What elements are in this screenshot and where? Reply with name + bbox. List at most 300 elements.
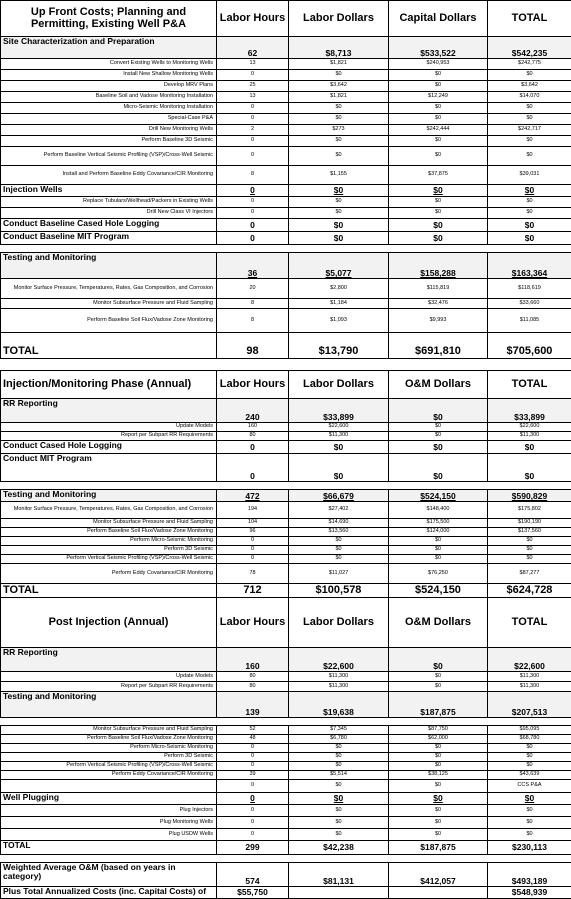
sub-item-row-value: $1,184 <box>289 299 389 309</box>
sub-item-row-value: $0 <box>289 546 389 555</box>
sub-item-row-value: $0 <box>289 103 389 114</box>
column-header: Labor Dollars <box>289 598 389 648</box>
sub-item-row-value: $87,277 <box>488 564 571 584</box>
sub-item-row-label: Update Models <box>1 672 217 682</box>
gap-cell <box>389 359 488 371</box>
sub-item-row-value: 194 <box>217 502 289 519</box>
sub-item-row-value: $115,819 <box>389 279 488 299</box>
gap-cell <box>217 359 289 371</box>
sub-item-row-value: $0 <box>289 197 389 208</box>
sub-item-row-value: 2 <box>217 125 289 136</box>
sub-item-row <box>1 762 571 771</box>
sub-item-row-value: $3,642 <box>488 81 571 92</box>
sub-item-row-value: $27,402 <box>289 502 389 519</box>
sub-item-row-label: Replace Tubulars/Wellhead/Packers in Existing Wells <box>1 197 217 208</box>
mit-program-row-value: $0 <box>488 454 571 482</box>
plus-total-row-value: $548,939 <box>488 887 571 899</box>
rr-reporting-row-value: $33,899 <box>289 399 389 423</box>
sub-item-row-value: $0 <box>488 805 571 817</box>
sub-item-row-value: $0 <box>289 147 389 166</box>
post-total-row-value: $42,238 <box>289 841 389 855</box>
sub-item-row-label: Monitor Subsurface Pressure and Fluid Sampling <box>1 299 217 309</box>
sub-item-row-label: Install New Shallow Monitoring Wells <box>1 70 217 81</box>
injection-total-row <box>1 584 571 598</box>
ccs-pa-row <box>1 780 571 793</box>
sub-item-row <box>1 528 571 537</box>
upfront-header <box>1 1 571 37</box>
sub-item-row <box>1 114 571 125</box>
sub-item-row-value: 52 <box>217 726 289 735</box>
gap-cell <box>217 245 289 253</box>
sub-item-row-value: $68,780 <box>488 735 571 744</box>
injection-total-row-value: $100,578 <box>289 584 389 598</box>
sub-item-row-value: 0 <box>217 546 289 555</box>
column-header: Labor Hours <box>217 1 289 37</box>
post-rr-row-value: 160 <box>217 648 289 672</box>
sub-item-row-value: 80 <box>217 672 289 682</box>
sub-item-row-value: $14,070 <box>488 92 571 103</box>
site-prep-row-value: 62 <box>217 37 289 59</box>
sub-item-row-value: $37,875 <box>389 166 488 185</box>
sub-item-row-value: 0 <box>217 753 289 762</box>
rr-reporting-row-value: $33,899 <box>488 399 571 423</box>
sub-item-row <box>1 279 571 299</box>
sub-item-row-label: Perform Vertical Seismic Profiling (VSP)/Cross-Well Seismic <box>1 762 217 771</box>
sub-item-row <box>1 59 571 70</box>
sub-item-row <box>1 744 571 753</box>
upfront-total-row-value: $13,790 <box>289 333 389 359</box>
sub-item-row-value: $62,000 <box>389 735 488 744</box>
sub-item-row-value: 48 <box>217 735 289 744</box>
rr-reporting-row <box>1 399 571 423</box>
section-gap <box>1 359 571 371</box>
post-rr-row-value: $0 <box>389 648 488 672</box>
sub-item-row-value: $1,155 <box>289 166 389 185</box>
sub-item-row-value: $0 <box>389 753 488 762</box>
injection-total-row-value: $524,150 <box>389 584 488 598</box>
sub-item-row <box>1 136 571 147</box>
sub-item-row-value: $0 <box>488 70 571 81</box>
sub-item-row-value: $0 <box>289 70 389 81</box>
gap-cell <box>488 359 571 371</box>
sub-item-row-value: $0 <box>289 805 389 817</box>
sub-item-row-value: $0 <box>389 81 488 92</box>
sub-item-row-value: $22,600 <box>488 423 571 432</box>
sub-item-row-label: Convert Existing Wells to Monitoring Wells <box>1 59 217 70</box>
sub-item-row-value: $95,095 <box>488 726 571 735</box>
sub-item-row-value: $6,780 <box>289 735 389 744</box>
post-testing-row <box>1 692 571 718</box>
sub-item-row-value: $0 <box>389 817 488 829</box>
sub-item-row-value: $0 <box>488 753 571 762</box>
testing-monitoring-row-value: 36 <box>217 253 289 279</box>
sub-item-row <box>1 555 571 564</box>
testing-monitoring-row-value: $158,288 <box>389 253 488 279</box>
sub-item-row <box>1 805 571 817</box>
baseline-cased-row-value: $0 <box>488 219 571 232</box>
post-injection-header <box>1 598 571 648</box>
ccs-pa-row-value: 0 <box>217 780 289 793</box>
cased-hole-row-label: Conduct Cased Hole Logging <box>1 441 217 454</box>
ccs-pa-row-value: $0 <box>289 780 389 793</box>
sub-item-row-value: 25 <box>217 81 289 92</box>
sub-item-row-value: $0 <box>488 136 571 147</box>
sub-item-row-value: $0 <box>289 555 389 564</box>
plus-total-row-value: $55,750 <box>217 887 289 899</box>
cased-hole-row <box>1 441 571 454</box>
sub-item-row-value: $0 <box>488 147 571 166</box>
sub-item-row <box>1 502 571 519</box>
gap-cell <box>217 855 289 863</box>
sub-item-row-value: $0 <box>389 103 488 114</box>
sub-item-row-value: $0 <box>389 762 488 771</box>
sub-item-row-value: $11,027 <box>289 564 389 584</box>
sub-item-row-value: $0 <box>289 762 389 771</box>
sub-item-row-value: $0 <box>488 208 571 219</box>
sub-item-row-label: Monitor Surface Pressure, Temperatures, Rates, Gas Composition, and Corrosion <box>1 279 217 299</box>
site-prep-row-value: $542,235 <box>488 37 571 59</box>
sub-item-row-value: 20 <box>217 279 289 299</box>
sub-item-row-value: $0 <box>389 423 488 432</box>
well-plugging-row-value: $0 <box>289 793 389 805</box>
sub-item-row-value: $0 <box>488 744 571 753</box>
sub-item-row-label: Monitor Subsurface Pressure and Fluid Sampling <box>1 519 217 528</box>
sub-item-row-value: 80 <box>217 432 289 441</box>
baseline-cased-row-value: $0 <box>389 219 488 232</box>
sub-item-row-value: $148,400 <box>389 502 488 519</box>
injection-phase-header <box>1 371 571 399</box>
injection-wells-row-label: Injection Wells <box>1 185 217 197</box>
sub-item-row <box>1 197 571 208</box>
gap-cell <box>389 245 488 253</box>
sub-item-row-value: $0 <box>389 197 488 208</box>
sub-item-row-value: $242,775 <box>488 59 571 70</box>
column-header: O&M Dollars <box>389 371 488 399</box>
sub-item-row-value: 8 <box>217 309 289 333</box>
gap-cell <box>289 245 389 253</box>
sub-item-row-value: $14,690 <box>289 519 389 528</box>
sub-item-row-label: Plug Monitoring Wells <box>1 817 217 829</box>
column-header: TOTAL <box>488 371 571 399</box>
sub-item-row-label: Plug USDW Wells <box>1 829 217 841</box>
sub-item-row-value: 0 <box>217 805 289 817</box>
site-prep-row-label: Site Characterization and Preparation <box>1 37 217 59</box>
sub-item-row <box>1 564 571 584</box>
sub-item-row <box>1 519 571 528</box>
sub-item-row-value: $0 <box>488 197 571 208</box>
sub-item-row-value: 0 <box>217 829 289 841</box>
weighted-average-row-value: 574 <box>217 863 289 887</box>
sub-item-row-label: Perform 3D Seismic <box>1 753 217 762</box>
inj-testing-row-value: 472 <box>217 490 289 502</box>
sub-item-row-value: $32,476 <box>389 299 488 309</box>
mit-program-row-value: $0 <box>389 454 488 482</box>
gap-cell <box>1 718 217 726</box>
sub-item-row-label: Perform Vertical Seismic Profiling (VSP)/Cross-Well Seismic <box>1 555 217 564</box>
well-plugging-row-label: Well Plugging <box>1 793 217 805</box>
sub-item-row-value: $5,514 <box>289 771 389 780</box>
baseline-mit-row-value: $0 <box>488 232 571 245</box>
testing-monitoring-row <box>1 253 571 279</box>
sub-item-row-value: $11,300 <box>488 432 571 441</box>
sub-item-row <box>1 771 571 780</box>
cased-hole-row-value: $0 <box>389 441 488 454</box>
sub-item-row-value: $118,619 <box>488 279 571 299</box>
sub-item-row-value: $0 <box>289 744 389 753</box>
sub-item-row <box>1 753 571 762</box>
sub-item-row-value: $11,300 <box>289 672 389 682</box>
post-total-row <box>1 841 571 855</box>
sub-item-row-value: $175,500 <box>389 519 488 528</box>
sub-item-row <box>1 125 571 136</box>
baseline-cased-row-label: Conduct Baseline Cased Hole Logging <box>1 219 217 232</box>
sub-item-row-value: $0 <box>389 537 488 546</box>
sub-item-row-value: 0 <box>217 136 289 147</box>
column-header: O&M Dollars <box>389 598 488 648</box>
mit-program-row-label: Conduct MIT Program <box>1 454 217 482</box>
column-header: Capital Dollars <box>389 1 488 37</box>
baseline-cased-row-value: $0 <box>289 219 389 232</box>
injection-wells-row-value: $0 <box>389 185 488 197</box>
sub-item-row-value: $7,345 <box>289 726 389 735</box>
sub-item-row-value: $0 <box>488 817 571 829</box>
cased-hole-row-value: $0 <box>488 441 571 454</box>
plus-total-row-value <box>389 887 488 899</box>
sub-item-row-value: $0 <box>289 136 389 147</box>
sub-item-row <box>1 829 571 841</box>
sub-item-row-value: $0 <box>289 829 389 841</box>
sub-item-row-value: $39,031 <box>488 166 571 185</box>
baseline-cased-row-value: 0 <box>217 219 289 232</box>
sub-item-row-value: 0 <box>217 114 289 125</box>
inj-testing-row-label: Testing and Monitoring <box>1 490 217 502</box>
weighted-average-row <box>1 863 571 887</box>
gap-cell <box>488 718 571 726</box>
baseline-mit-row-label: Conduct Baseline MIT Program <box>1 232 217 245</box>
post-testing-row-value: $187,875 <box>389 692 488 718</box>
sub-item-row <box>1 208 571 219</box>
upfront-total-row-label: TOTAL <box>1 333 217 359</box>
sub-item-row-value: $0 <box>389 744 488 753</box>
gap-cell <box>1 359 217 371</box>
sub-item-row-value: $240,953 <box>389 59 488 70</box>
injection-total-row-value: 712 <box>217 584 289 598</box>
site-prep-row-value: $533,522 <box>389 37 488 59</box>
post-rr-row-value: $22,600 <box>488 648 571 672</box>
post-total-row-value: 299 <box>217 841 289 855</box>
well-plugging-row <box>1 793 571 805</box>
cased-hole-row-value: 0 <box>217 441 289 454</box>
well-plugging-row-value: $0 <box>389 793 488 805</box>
gap-cell <box>289 359 389 371</box>
sub-item-row-value: $11,300 <box>289 682 389 692</box>
baseline-mit-row-value: $0 <box>389 232 488 245</box>
post-rr-row-label: RR Reporting <box>1 648 217 672</box>
gap-cell <box>1 245 217 253</box>
sub-item-row-value: $12,249 <box>389 92 488 103</box>
sub-item-row <box>1 166 571 185</box>
sub-item-row-value: $0 <box>488 555 571 564</box>
inj-testing-row-value: $524,150 <box>389 490 488 502</box>
mit-program-row-value: 0 <box>217 454 289 482</box>
site-prep-row-value: $8,713 <box>289 37 389 59</box>
sub-item-row-value: $76,250 <box>389 564 488 584</box>
injection-wells-row-value: 0 <box>217 185 289 197</box>
sub-item-row <box>1 81 571 92</box>
sub-item-row <box>1 817 571 829</box>
sub-item-row-value: 0 <box>217 70 289 81</box>
sub-item-row <box>1 672 571 682</box>
sub-item-row <box>1 546 571 555</box>
sub-item-row-value: 39 <box>217 771 289 780</box>
column-header: Labor Hours <box>217 598 289 648</box>
baseline-cased-row <box>1 219 571 232</box>
sub-item-row-label: Special-Case P&A <box>1 114 217 125</box>
sub-item-row-label: Perform Baseline Vertical Seismic Profiling (VSP)/Cross-Well Seismic <box>1 147 217 166</box>
sub-item-row-label: Perform Micro-Seismic Monitoring <box>1 744 217 753</box>
post-total-row-value: $187,875 <box>389 841 488 855</box>
sub-item-row-value: $273 <box>289 125 389 136</box>
mit-program-row-value: $0 <box>289 454 389 482</box>
sub-item-row-value: 96 <box>217 528 289 537</box>
sub-item-row-value: 80 <box>217 682 289 692</box>
sub-item-row-value: 13 <box>217 59 289 70</box>
inj-testing-row <box>1 490 571 502</box>
sub-item-row-label: Perform Baseline Soil Flux/Vadose Zone Monitoring <box>1 309 217 333</box>
sub-item-row-value: $13,560 <box>289 528 389 537</box>
weighted-average-row-label: Weighted Average O&M (based on years in category) <box>1 863 217 887</box>
sub-item-row-value: $43,639 <box>488 771 571 780</box>
sub-item-row-value: 0 <box>217 208 289 219</box>
gap-cell <box>289 855 389 863</box>
sub-item-row <box>1 735 571 744</box>
sub-item-row-value: $0 <box>389 136 488 147</box>
sub-item-row-label: Monitor Surface Pressure, Temperatures, Rates, Gas Composition, and Corrosion <box>1 502 217 519</box>
sub-item-row-value: $0 <box>488 829 571 841</box>
sub-item-row-value: $0 <box>389 829 488 841</box>
post-rr-row-value: $22,600 <box>289 648 389 672</box>
sub-item-row-value: 0 <box>217 555 289 564</box>
upfront-total-row-value: $691,810 <box>389 333 488 359</box>
sub-item-row-label: Plug Injectors <box>1 805 217 817</box>
post-rr-row <box>1 648 571 672</box>
section-gap <box>1 245 571 253</box>
sub-item-row-value: $0 <box>488 103 571 114</box>
gap-cell <box>389 855 488 863</box>
sub-item-row-value: $1,821 <box>289 59 389 70</box>
sub-item-row-label: Monitor Subsurface Pressure and Fluid Sampling <box>1 726 217 735</box>
sub-item-row-value: 0 <box>217 103 289 114</box>
sub-item-row-value: $0 <box>488 114 571 125</box>
post-testing-row-value: $207,513 <box>488 692 571 718</box>
injection-phase-header-title: Injection/Monitoring Phase (Annual) <box>1 371 217 399</box>
weighted-average-row-value: $81,131 <box>289 863 389 887</box>
sub-item-row-value: 13 <box>217 92 289 103</box>
column-header: Labor Dollars <box>289 371 389 399</box>
gap-cell <box>1 482 217 490</box>
testing-monitoring-row-label: Testing and Monitoring <box>1 253 217 279</box>
sub-item-row <box>1 423 571 432</box>
sub-item-row-value: $0 <box>389 546 488 555</box>
sub-item-row <box>1 92 571 103</box>
sub-item-row-label: Perform 3D Seismic <box>1 546 217 555</box>
ccs-pa-row-label <box>1 780 217 793</box>
ccs-pa-row-value: CCS P&A <box>488 780 571 793</box>
sub-item-row-label: Drill New Class VI Injectors <box>1 208 217 219</box>
sub-item-row-value: 8 <box>217 299 289 309</box>
cased-hole-row-value: $0 <box>289 441 389 454</box>
sub-item-row-value: $0 <box>289 817 389 829</box>
sub-item-row <box>1 432 571 441</box>
post-total-row-label: TOTAL <box>1 841 217 855</box>
sub-item-row-label: Report per Subpart RR Requirements <box>1 432 217 441</box>
sub-item-row-value: 0 <box>217 197 289 208</box>
sub-item-row-value: $0 <box>389 114 488 125</box>
sub-item-row-value: $1,821 <box>289 92 389 103</box>
post-total-row-value: $230,113 <box>488 841 571 855</box>
sub-item-row-value: $87,750 <box>389 726 488 735</box>
sub-item-row-value: $175,802 <box>488 502 571 519</box>
sub-item-row-value: $0 <box>289 753 389 762</box>
sub-item-row-value: $11,300 <box>488 682 571 692</box>
gap-cell <box>289 718 389 726</box>
rr-reporting-row-value: $0 <box>389 399 488 423</box>
rr-reporting-row-value: 240 <box>217 399 289 423</box>
sub-item-row-value: $11,085 <box>488 309 571 333</box>
sub-item-row <box>1 299 571 309</box>
rr-reporting-row-label: RR Reporting <box>1 399 217 423</box>
sub-item-row-value: $0 <box>389 805 488 817</box>
ccs-pa-row-value: $0 <box>389 780 488 793</box>
sub-item-row-value: 160 <box>217 423 289 432</box>
sub-item-row <box>1 309 571 333</box>
sub-item-row-value: 0 <box>217 762 289 771</box>
upfront-total-row-value: $705,600 <box>488 333 571 359</box>
column-header: Labor Dollars <box>289 1 389 37</box>
gap-cell <box>289 482 389 490</box>
upfront-total-row-value: 98 <box>217 333 289 359</box>
sub-item-row <box>1 537 571 546</box>
sub-item-row-value: $3,642 <box>289 81 389 92</box>
sub-item-row-label: Install and Perform Baseline Eddy Covariance/CIR Monitoring <box>1 166 217 185</box>
inj-testing-row-value: $66,679 <box>289 490 389 502</box>
injection-wells-row-value: $0 <box>488 185 571 197</box>
sub-item-row-label: Perform Eddy Covariance/CIR Monitoring <box>1 564 217 584</box>
well-plugging-row-value: 0 <box>217 793 289 805</box>
plus-total-row-value <box>289 887 389 899</box>
sub-item-row-label: Micro-Seismic Monitoring Installation <box>1 103 217 114</box>
sub-item-row-label: Update Models <box>1 423 217 432</box>
injection-wells-row <box>1 185 571 197</box>
sub-item-row-value: $0 <box>389 682 488 692</box>
gap-cell <box>389 482 488 490</box>
sub-item-row-label: Report per Subpart RR Requirements <box>1 682 217 692</box>
column-header: Labor Hours <box>217 371 289 399</box>
sub-item-row-value: $2,800 <box>289 279 389 299</box>
sub-item-row <box>1 682 571 692</box>
sub-item-row <box>1 70 571 81</box>
sub-item-row-value: $0 <box>289 208 389 219</box>
gap-cell <box>217 482 289 490</box>
plus-total-row-label: Plus Total Annualized Costs (inc. Capital Costs) of <box>1 887 217 899</box>
weighted-average-row-value: $493,189 <box>488 863 571 887</box>
sub-item-row-value: $0 <box>389 147 488 166</box>
sub-item-row-value: $22,600 <box>289 423 389 432</box>
sub-item-row-label: Develop MRV Plans <box>1 81 217 92</box>
sub-item-row-value: $242,444 <box>389 125 488 136</box>
column-header: TOTAL <box>488 598 571 648</box>
sub-item-row <box>1 726 571 735</box>
